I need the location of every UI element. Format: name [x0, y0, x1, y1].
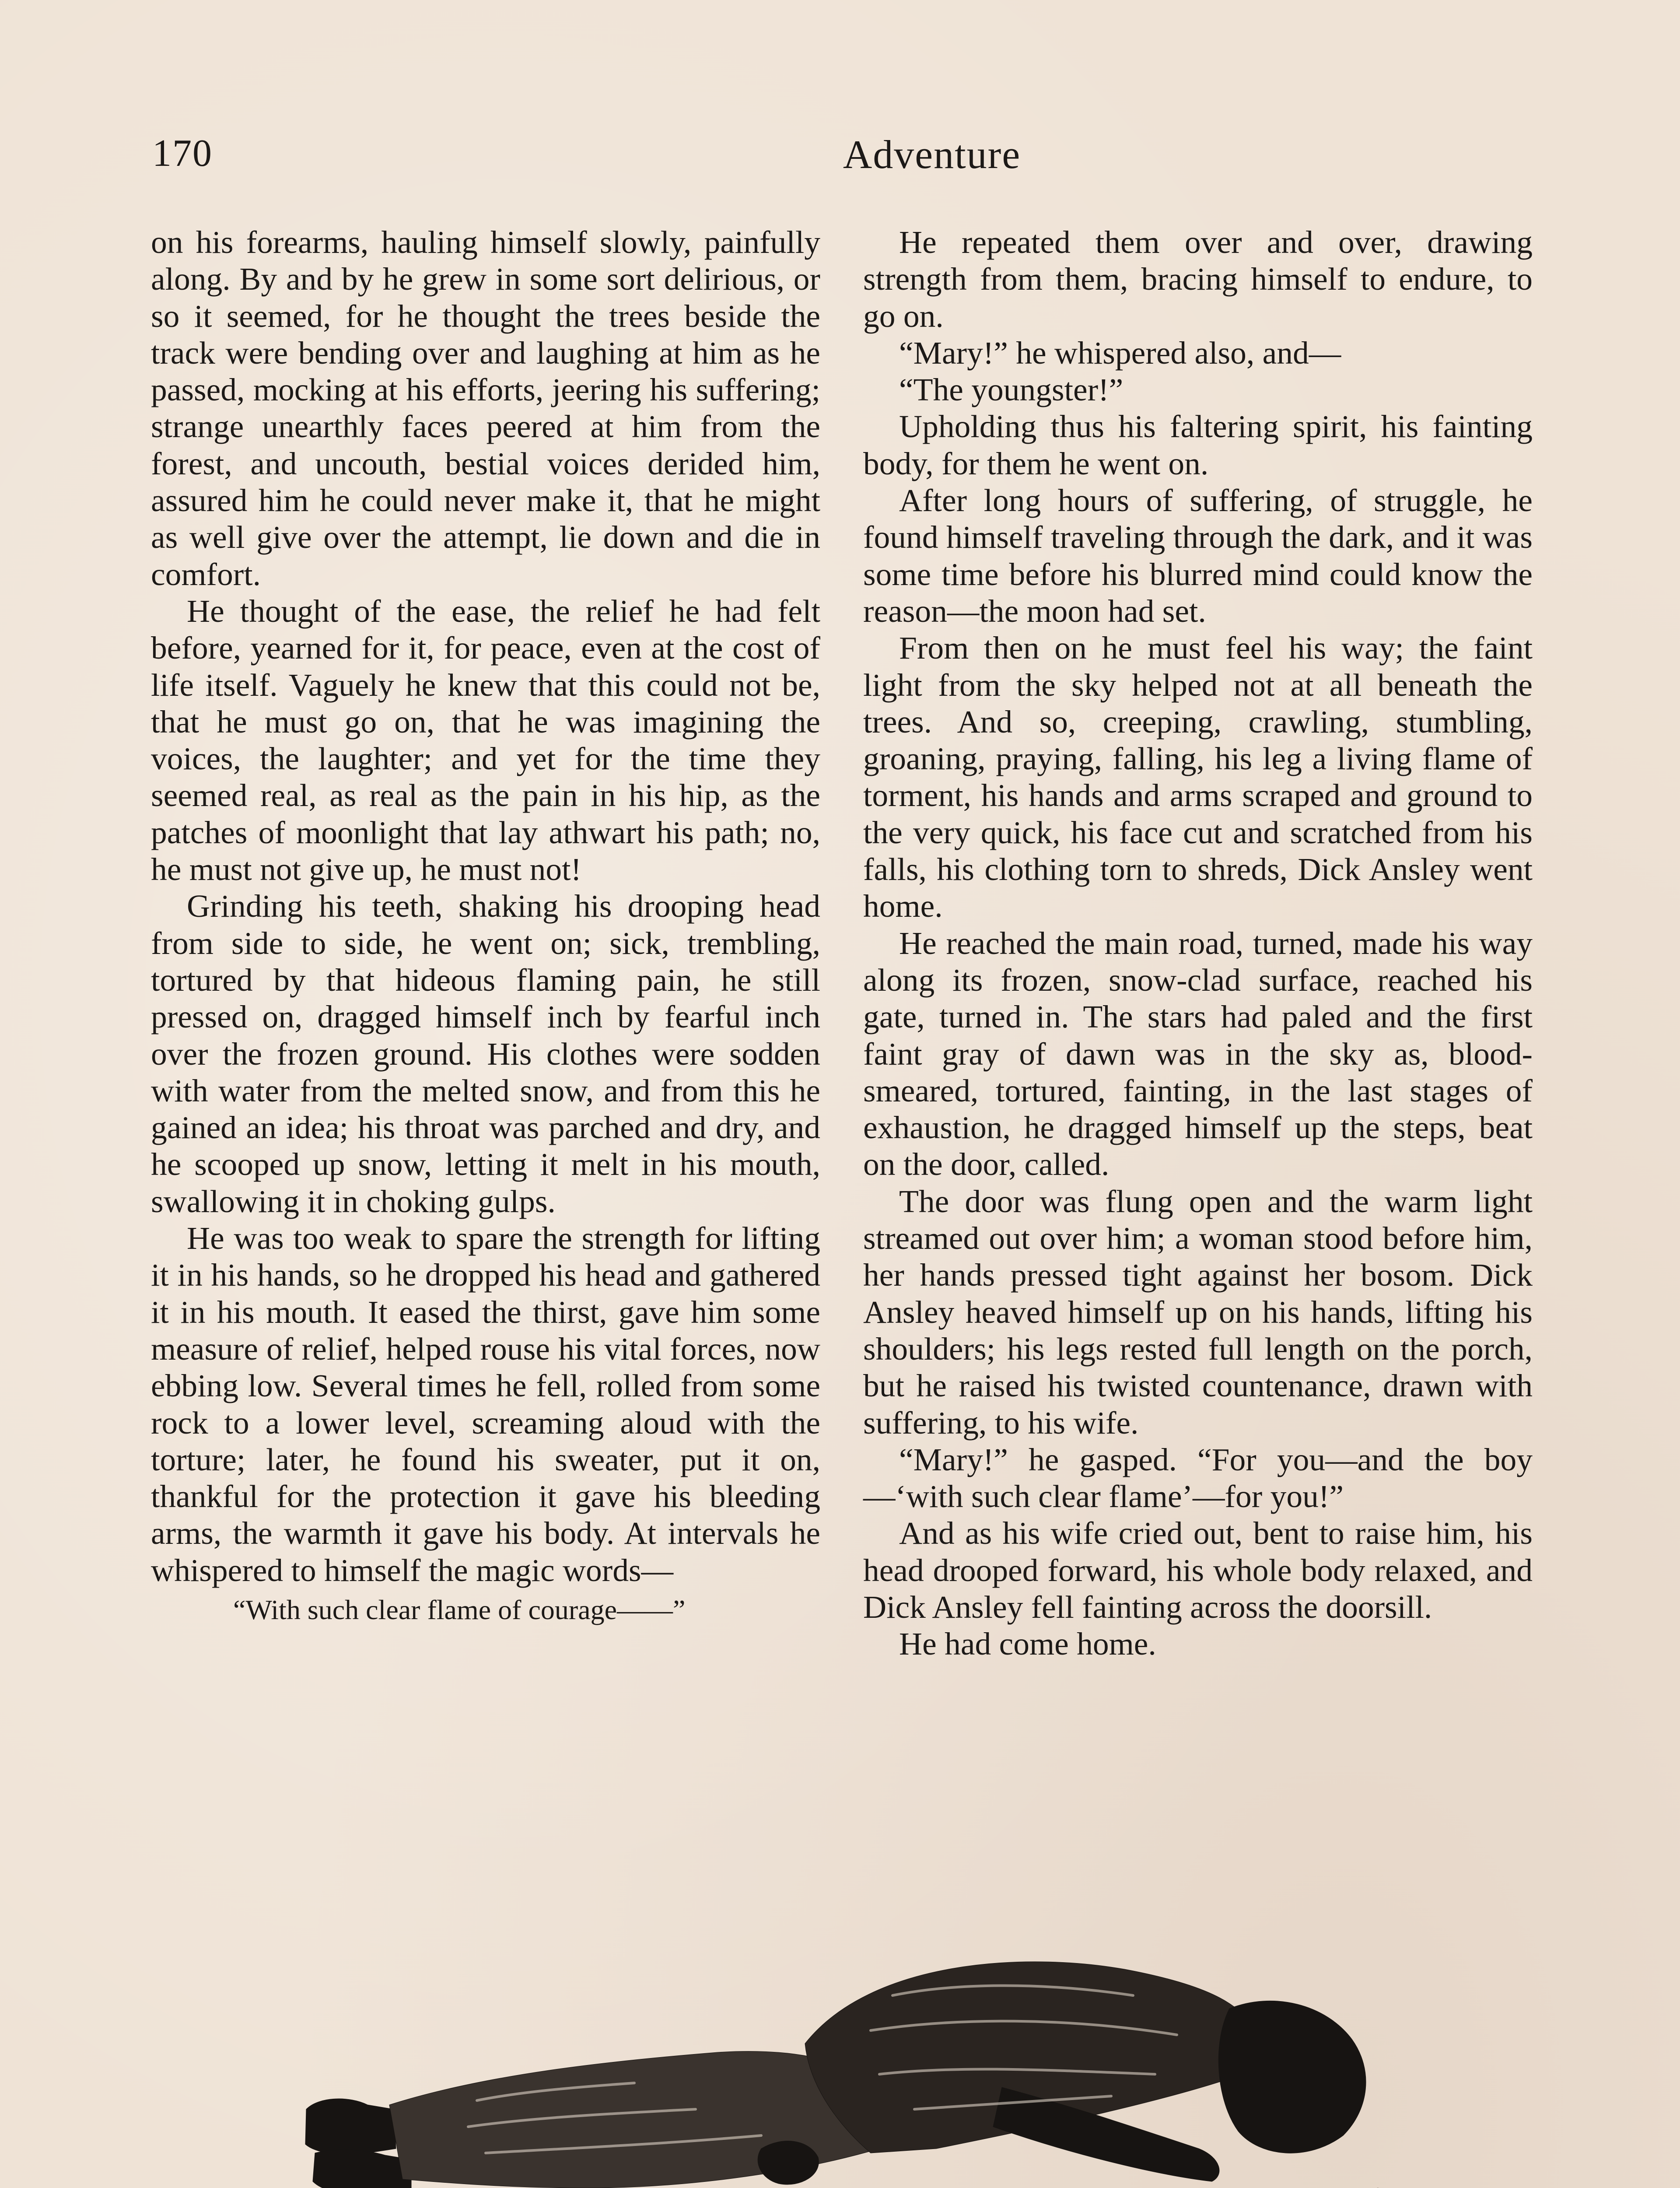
paragraph: The door was flung open and the warm light streamed out over him; a woman stood before him, her hands pressed tight against her bosom. Dick Ansley heaved himself up on his hands, lifting his shoulders; his legs rested full length on the porch, but he raised his twisted countenance, drawn with suffering, to his wife.: [863, 1183, 1533, 1441]
boot-right: [313, 2150, 411, 2188]
paragraph: Upholding thus his faltering spirit, his fainting body, for them he went on.: [863, 409, 1533, 481]
paragraph: After long hours of suffering, of struggle, he found himself traveling through the dark, and it was some time before his blurred mind could know the reason—the moon had set.: [863, 483, 1533, 629]
head: [1218, 2001, 1366, 2153]
paragraph: From then on he must feel his way; the faint light from the sky helped not at all beneath the trees. And so, creeping, crawling, stumbling, groaning, praying, falling, his leg a living flame of torment, his hands and arms scraped and ground to the very quick, his face cut and scratched from his falls, his clothing torn to shreds, Dick Ansley went home.: [863, 630, 1533, 924]
paragraph: “The youngster!”: [899, 372, 1124, 408]
paragraph: “Mary!” he whispered also, and—: [899, 335, 1341, 371]
fallen-man-illustration: [302, 1943, 1387, 2188]
paragraph: on his forearms, hauling himself slowly, painfully along. By and by he grew in some sort delirious, or so it seemed, for he thought the trees beside the track were bending over and laughing at him as he passed, mocking at his efforts, jeering his suffering; strange unearthly faces peered at him from the forest, and uncouth, bestial voices derided him, assured him he could never make it, that he might as well give over the attempt, lie down and die in comfort.: [151, 224, 820, 592]
paragraph: He repeated them over and over, drawing strength from them, bracing himself to endure, to go on.: [863, 224, 1533, 334]
page-header: [152, 127, 1528, 184]
paragraph: He had come home.: [899, 1626, 1156, 1662]
right-column: [863, 224, 1533, 1663]
paragraph: He reached the main road, turned, made his way along its frozen, snow-clad surface, reached his gate, turned in. The stars had paled and the first faint gray of dawn was in the sky as, blood-smeared, tortured, fainting, in the last stages of exhaustion, he dragged himself up the steps, beat on the door, called.: [863, 925, 1533, 1182]
paragraph: He was too weak to spare the strength for lifting it in his hands, so he dropped his head and gathered it in his mouth. It eased the thirst, gave him some measure of relief, helped rouse his vital forces, now ebbing low. Several times he fell, rolled from some rock to a lower level, screaming aloud with the torture; later, he found his sweater, put it on, thankful for the protection it gave his bleeding arms, the warmth it gave his body. At intervals he whispered to himself the magic words—: [151, 1220, 820, 1588]
quoted-verse: “With such clear flame of courage——”: [233, 1594, 686, 1625]
page-number: 170: [152, 132, 213, 175]
paragraph: He thought of the ease, the relief he had felt before, yearned for it, for peace, even at the cost of life itself. Vaguely he knew that this could not be, that he must go on, that he was imagining the voices, the laughter; and yet for the time they seemed real, as real as the pain in his hip, as the patches of moonlight that lay athwart his path; no, he must not give up, he must not!: [151, 593, 820, 887]
paragraph: “Mary!” he gasped. “For you—and the boy—‘with such clear flame’—for you!”: [863, 1441, 1533, 1515]
hand: [758, 2141, 819, 2184]
paragraph: And as his wife cried out, bent to raise him, his head drooped forward, his whole body relaxed, and Dick Ansley fell fainting across the doorsill.: [863, 1515, 1533, 1625]
paragraph: Grinding his teeth, shaking his drooping head from side to side, he went on; sick, trembling, tortured by that hideous flaming pain, he still pressed on, dragged himself inch by fearful inch over the frozen ground. His clothes were sodden with water from the melted snow, and from this he gained an idea; his throat was parched and dry, and he scooped up snow, letting it melt in his mouth, swallowing it in choking gulps.: [151, 888, 820, 1219]
boot-left: [305, 2099, 396, 2155]
left-column: [151, 224, 820, 1628]
running-head: Adventure: [843, 132, 1021, 177]
